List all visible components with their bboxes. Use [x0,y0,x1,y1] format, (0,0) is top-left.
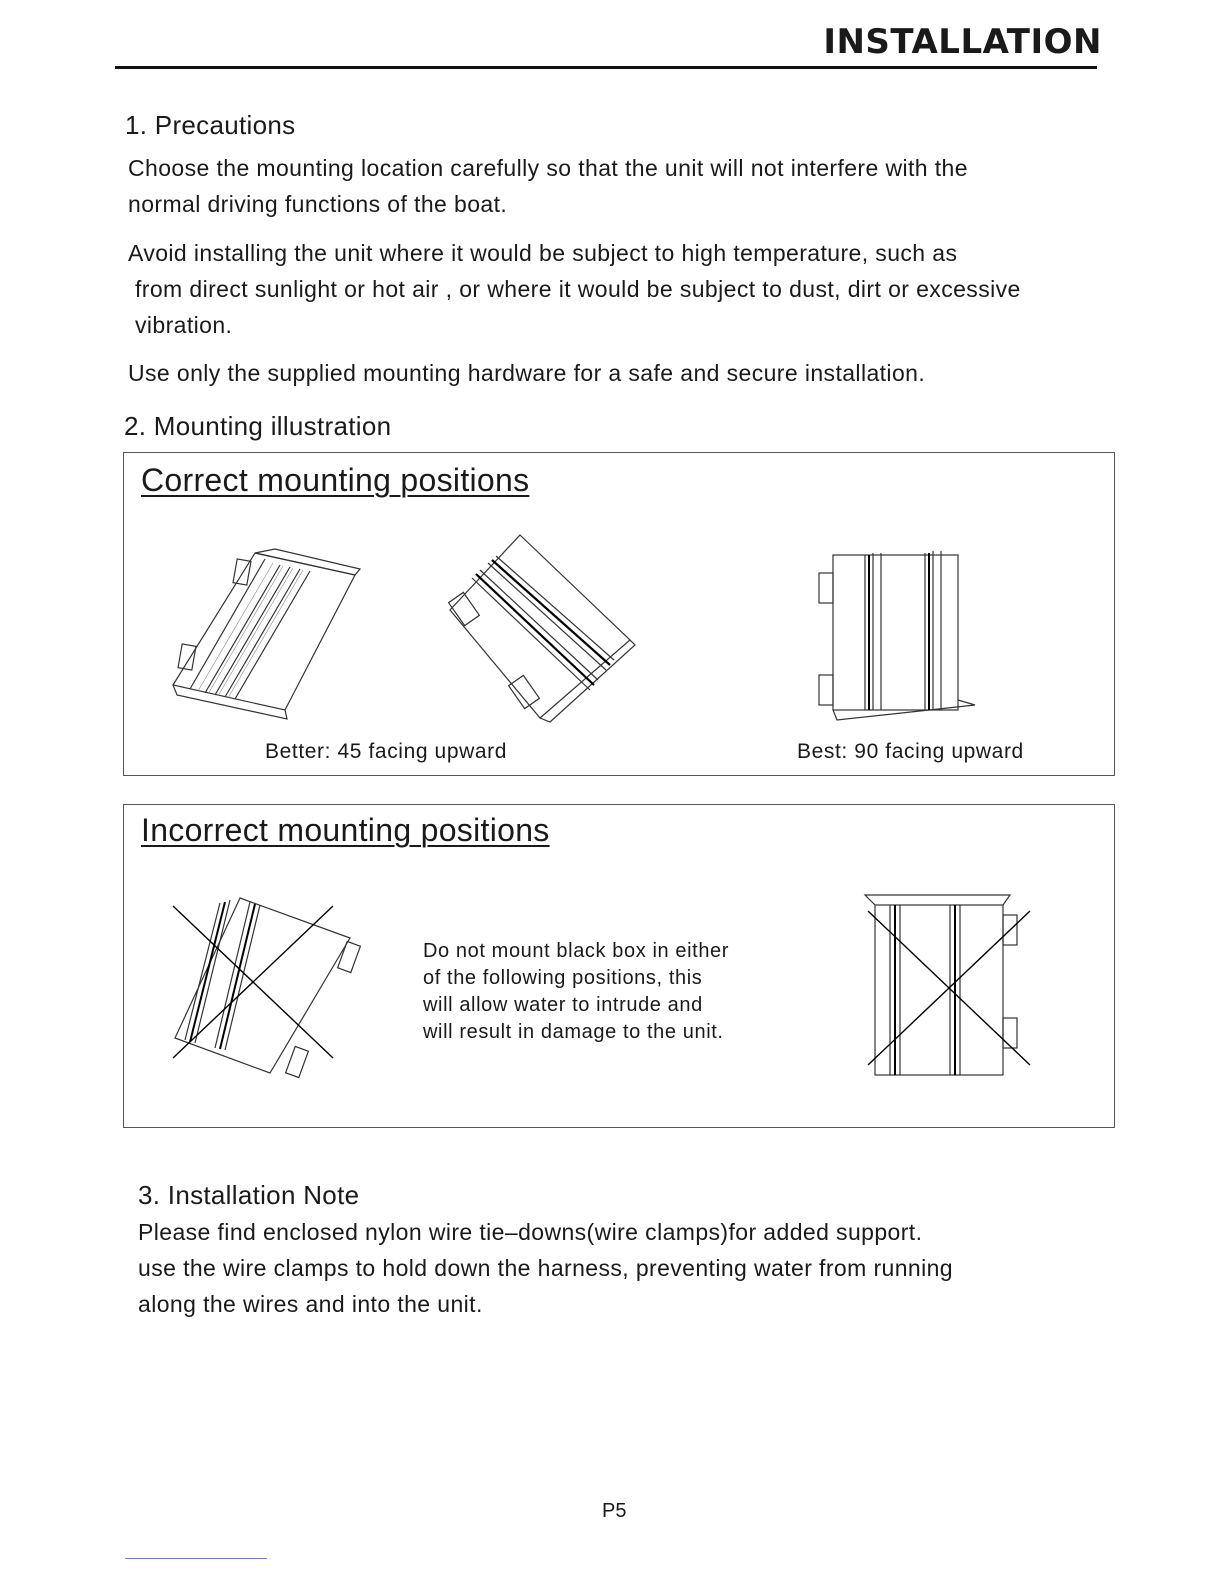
warning-line4: will result in damage to the unit. [423,1021,724,1043]
correct-mounting-title: Correct mounting positions [141,462,530,498]
note-line3: along the wires and into the unit. [138,1291,483,1317]
header-rule [115,66,1097,69]
note-line1: Please find enclosed nylon wire tie–downs(wire clamps)for added support. [138,1219,923,1245]
incorrect-amplifier-left-illustration [170,888,370,1088]
page-title: INSTALLATION [823,22,1102,62]
precautions-para2-line1: Avoid installing the unit where it would be subject to high temperature, such as [128,240,958,266]
footer-rule [125,1558,267,1559]
installation-note-heading: 3. Installation Note [138,1180,360,1210]
incorrect-amplifier-right-illustration [860,893,1035,1093]
amplifier-45-right-illustration [440,530,640,725]
incorrect-mounting-title: Incorrect mounting positions [141,812,550,848]
amplifier-90-illustration [815,545,980,725]
warning-line2: of the following positions, this [423,967,703,989]
caption-best: Best: 90 facing upward [797,740,1024,763]
note-line2: use the wire clamps to hold down the harness, preventing water from running [138,1255,953,1281]
precautions-para2-line2: from direct sunlight or hot air , or where it would be subject to dust, dirt or excessive [135,276,1021,302]
precautions-heading: 1. Precautions [125,110,296,140]
caption-better: Better: 45 facing upward [265,740,508,763]
warning-line1: Do not mount black box in either [423,940,730,962]
precautions-para3: Use only the supplied mounting hardware for a safe and secure installation. [128,360,926,386]
amplifier-45-left-illustration [165,545,365,725]
precautions-para1-line2: normal driving functions of the boat. [128,191,508,217]
precautions-para2-line3: vibration. [135,312,233,338]
precautions-para1-line1: Choose the mounting location carefully so that the unit will not interfere with the [128,155,968,181]
mounting-heading: 2. Mounting illustration [124,411,392,441]
warning-line3: will allow water to intrude and [423,994,703,1016]
page-number: P5 [602,1500,627,1522]
